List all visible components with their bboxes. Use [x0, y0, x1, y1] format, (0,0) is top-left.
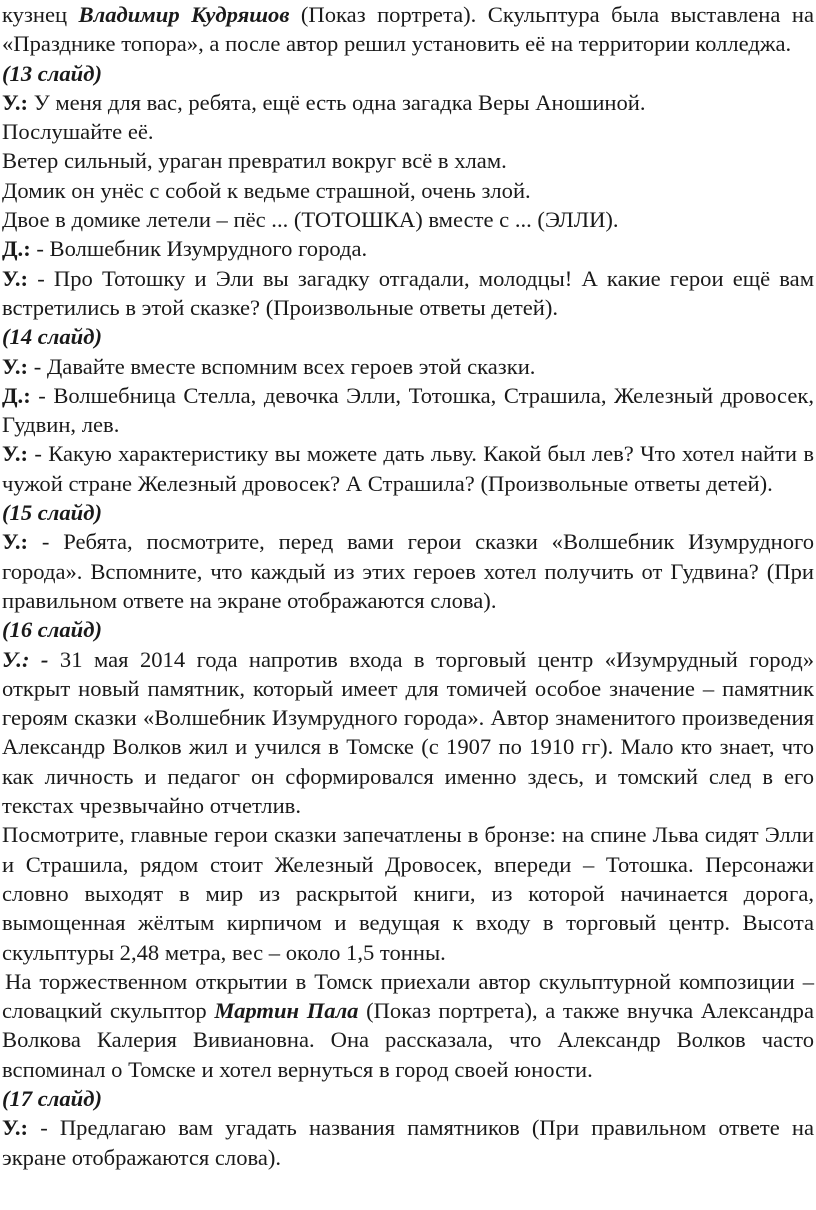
speaker-label: У.:: [2, 441, 29, 467]
text-run: - Про Тотошку и Эли вы загадку отгадали, молодцы! А какие герои ещё вам встретились в этой сказке? (Произвольные ответы детей).: [2, 265, 814, 320]
text-run: - Давайте вместе вспомним всех героев этой сказки.: [28, 353, 536, 379]
paragraph: [2, 205, 814, 234]
paragraph: [2, 352, 814, 381]
text-run: На торжественном открытии в Томск приехали автор скульптурной композиции – словацкий скульптор: [2, 968, 814, 1024]
paragraph: [2, 820, 814, 966]
paragraph: [2, 264, 814, 323]
paragraph: [2, 0, 814, 59]
text-run: кузнец: [2, 2, 79, 27]
person-name: Владимир Кудряшов: [78, 2, 290, 27]
text-run: - Предлагаю вам угадать названия памятников (При правильном ответе на экране отображаются слова).: [2, 1115, 814, 1170]
paragraph: [2, 146, 814, 175]
speaker-label: У.: -: [2, 646, 49, 672]
slide-heading: (14 слайд): [2, 324, 102, 350]
speaker-label: Д.:: [2, 382, 31, 408]
text-run: Двое в домике летели – пёс ... (ТОТОШКА) вместе с ... (ЭЛЛИ).: [2, 207, 619, 233]
paragraph: [2, 381, 814, 440]
slide-heading: (13 слайд): [2, 60, 102, 86]
text-run: - Волшебник Изумрудного города.: [30, 236, 368, 262]
paragraph: [2, 645, 814, 821]
paragraph: [2, 527, 814, 615]
speaker-label: У.:: [2, 1115, 29, 1141]
text-run: - Волшебница Стелла, девочка Элли, Тотошка, Страшила, Железный дровосек, Гудвин, лев.: [2, 382, 814, 438]
paragraph: [2, 234, 814, 263]
slide-heading: (17 слайд): [2, 1085, 102, 1111]
paragraph: [2, 117, 814, 146]
speaker-label: Д.:: [2, 236, 31, 262]
text-run: Ветер сильный, ураган превратил вокруг всё в хлам.: [2, 148, 507, 174]
paragraph: [2, 88, 814, 117]
paragraph: [2, 439, 814, 498]
text-run: У меня для вас, ребята, ещё есть одна загадка Веры Аношиной.: [28, 89, 646, 115]
speaker-label: У.:: [2, 353, 29, 379]
speaker-label: У.:: [2, 89, 29, 115]
slide-heading: (15 слайд): [2, 500, 102, 526]
text-run: 31 мая 2014 года напротив входа в торговый центр «Изумрудный город» открыт новый памятник, который имеет для томичей особое значение – памятник героям сказки «Волшебник Изумрудного города». Автор знаменитого произведения Александр Волков жил и учился в Томске (с 1907 по 1910 гг). Мало кто знает, что как личность и педагог он сформировался именно здесь, и томский след в его текстах чрезвычайно отчетлив.: [2, 646, 814, 819]
text-run: Домик он унёс с собой к ведьме страшной, очень злой.: [2, 177, 531, 203]
text-run: Посмотрите, главные герои сказки запечатлены в бронзе: на спине Льва сидят Элли и Страшила, рядом стоит Железный Дровосек, впереди – Тотошка. Персонажи словно выходят в мир из раскрытой книги, из которой начинается дорога, вымощенная жёлтым кирпичом и ведущая к входу в торговый центр. Высота скульптуры 2,48 метра, вес – около 1,5 тонны.: [2, 822, 814, 965]
text-run: (Показ портрета). Скульптура была выставлена на «Празднике топора», а после автор решил установить её на территории колледжа.: [2, 2, 814, 57]
speaker-label: У.:: [2, 265, 29, 291]
speaker-label: У.:: [2, 529, 29, 555]
paragraph: [2, 176, 814, 205]
text-run: - Ребята, посмотрите, перед вами герои сказки «Волшебник Изумрудного города». Вспомните, что каждый из этих героев хотел получить от Гудвина? (При правильном ответе на экране отображаются слова).: [2, 529, 814, 613]
paragraph: [2, 1113, 814, 1172]
slide-heading: (16 слайд): [2, 617, 102, 643]
person-name: Мартин Пала: [214, 998, 359, 1024]
paragraph: [2, 967, 814, 1084]
text-run: - Какую характеристику вы можете дать льву. Какой был лев? Что хотел найти в чужой стране Железный дровосек? А Страшила? (Произвольные ответы детей).: [2, 441, 814, 496]
text-run: Послушайте её.: [2, 119, 154, 145]
text-run: (Показ портрета), а также внучка Александра Волкова Калерия Вивиановна. Она рассказала, что Александр Волков часто вспоминал о Томске и хотел вернуться в город своей юности.: [2, 998, 815, 1082]
